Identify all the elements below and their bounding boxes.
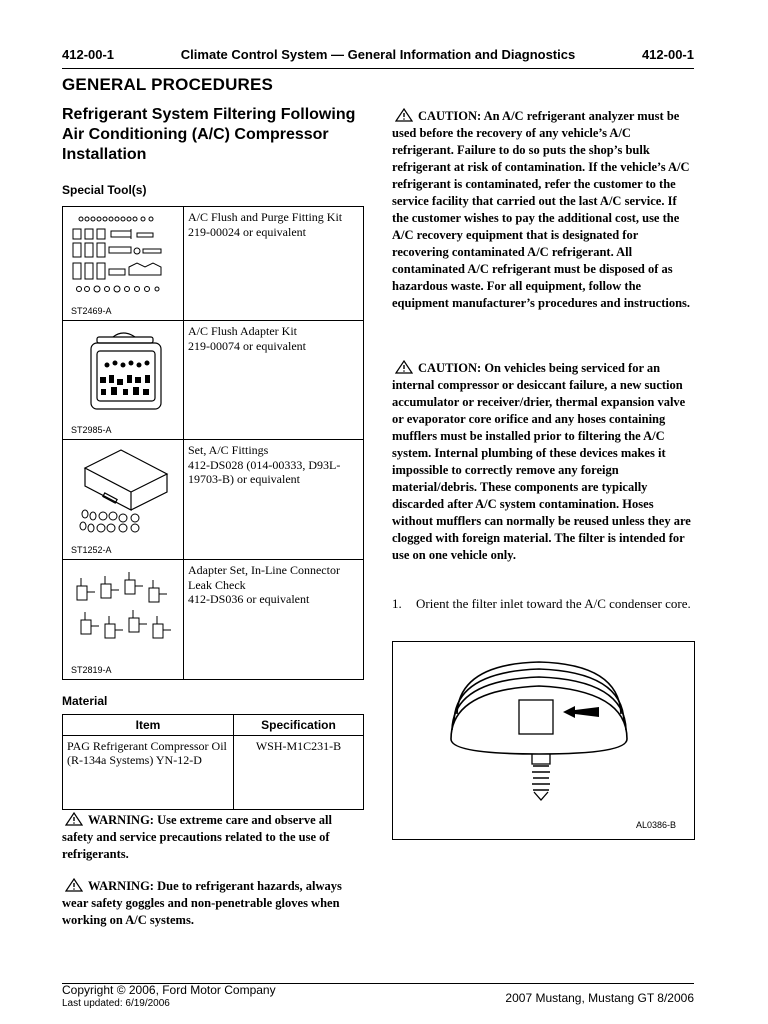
tool-name: Set, A/C Fittings [188,443,269,457]
header-rule [62,68,694,69]
tool-code: ST1252-A [71,545,112,555]
tool-row [63,560,364,680]
section-title: GENERAL PROCEDURES [62,75,274,94]
column-header-specification: Specification [234,715,364,736]
step-text: Orient the filter inlet toward the A/C condenser core. [416,596,691,611]
fitting-kit-icon [67,211,179,303]
tool-name: A/C Flush and Purge Fitting Kit [188,210,343,224]
tool-row [63,440,364,560]
warning-notice [62,812,364,863]
material-header-row [63,715,364,736]
connector-adapters-icon [67,564,179,660]
caution-notice [392,108,695,312]
tool-code: ST2469-A [71,306,112,316]
special-tools-heading: Special Tool(s) [62,183,147,197]
header-page-number-left: 412-00-1 [62,47,115,62]
material-heading: Material [62,694,108,708]
caution-notice [392,360,695,564]
fittings-box-icon [67,444,179,542]
caution-text: CAUTION: An A/C refrigerant analyzer must be used before the recovery of any vehicle’s A/C refrigerant. Failure to do so puts the shop’s bulk refrigerant at risk of contamination. If the vehicle’s A/C refrigerant is contaminated, refer the customer to the service facility that carried out the last A/C service. If the customer wishes to pay the additional cost, use the A/C recovery equipment that is designated for recovering contaminated A/C refrigerant. All contaminated A/C refrigerant must be disposed of as hazardous waste. For all equipment, follow the equipment manufacturer’s procedures and instructions. [392,109,691,310]
tool-image-cell [63,560,184,680]
caution-triangle-icon [395,360,413,374]
material-item-cell: PAG Refrigerant Compressor Oil (R-134a Systems) YN-12-D [63,736,234,810]
tool-name: A/C Flush Adapter Kit [188,324,298,338]
header-title: Climate Control System — General Information and Diagnostics [180,47,576,62]
warning-triangle-icon [65,812,83,826]
tool-detail: 412-DS028 (014-00333, D93L-19703-B) or equivalent [188,457,341,486]
page-header [62,47,694,65]
adapter-case-icon [67,325,179,421]
procedure-step [392,595,695,613]
material-spec-cell: WSH-M1C231-B [234,736,364,810]
material-table [62,714,364,810]
tool-description [184,560,364,680]
tool-row [63,321,364,440]
tool-code: ST2985-A [71,425,112,435]
caution-text: CAUTION: On vehicles being serviced for an internal compressor or desiccant failure, a new suction accumulator or receiver/drier, thermal expansion valve or evaporator core orifice and any hoses containing mufflers must be installed prior to filtering the A/C system. Internal plumbing of these devices makes it impossible to correctly remove any foreign material/debris. These components are typically discarded after A/C system contamination. Hoses without mufflers can normally be reused unless they are clogged with foreign material. The filter is intended for use on one vehicle only. [392,361,691,562]
figure-code: AL0386-B [635,820,676,830]
tool-image-cell [63,207,184,321]
tool-name: Adapter Set, In-Line Connector Leak Check [188,563,340,592]
footer-vehicle: 2007 Mustang, Mustang GT 8/2006 [505,991,694,1005]
table-row [63,736,364,810]
special-tools-table [62,206,364,680]
warning-notice [62,878,364,929]
tool-detail: 412-DS036 or equivalent [188,592,310,606]
caution-triangle-icon [395,108,413,122]
tool-image-cell [63,321,184,440]
footer-copyright: Copyright © 2006, Ford Motor Company [62,983,276,997]
footer-last-updated: Last updated: 6/19/2006 [62,998,170,1009]
tool-detail: 219-00074 or equivalent [188,338,306,353]
warning-text: WARNING: Use extreme care and observe all safety and service precautions related to the use of refrigerants. [62,813,332,861]
filter-inlet-icon [393,642,694,839]
tool-detail: 219-00024 or equivalent [188,224,306,239]
warning-text: WARNING: Due to refrigerant hazards, always wear safety goggles and non-penetrable gloves when working on A/C systems. [62,879,342,927]
tool-description [184,207,364,321]
warning-triangle-icon [65,878,83,892]
figure-frame [392,641,695,840]
tool-image-cell [63,440,184,560]
column-header-item: Item [63,715,234,736]
procedure-title: Refrigerant System Filtering Following Air Conditioning (A/C) Compressor Installation [62,106,356,163]
tool-description [184,321,364,440]
tool-code: ST2819-A [71,665,112,675]
header-page-number-right: 412-00-1 [641,47,694,62]
tool-description [184,440,364,560]
step-number: 1. [392,596,402,611]
tool-row [63,207,364,321]
